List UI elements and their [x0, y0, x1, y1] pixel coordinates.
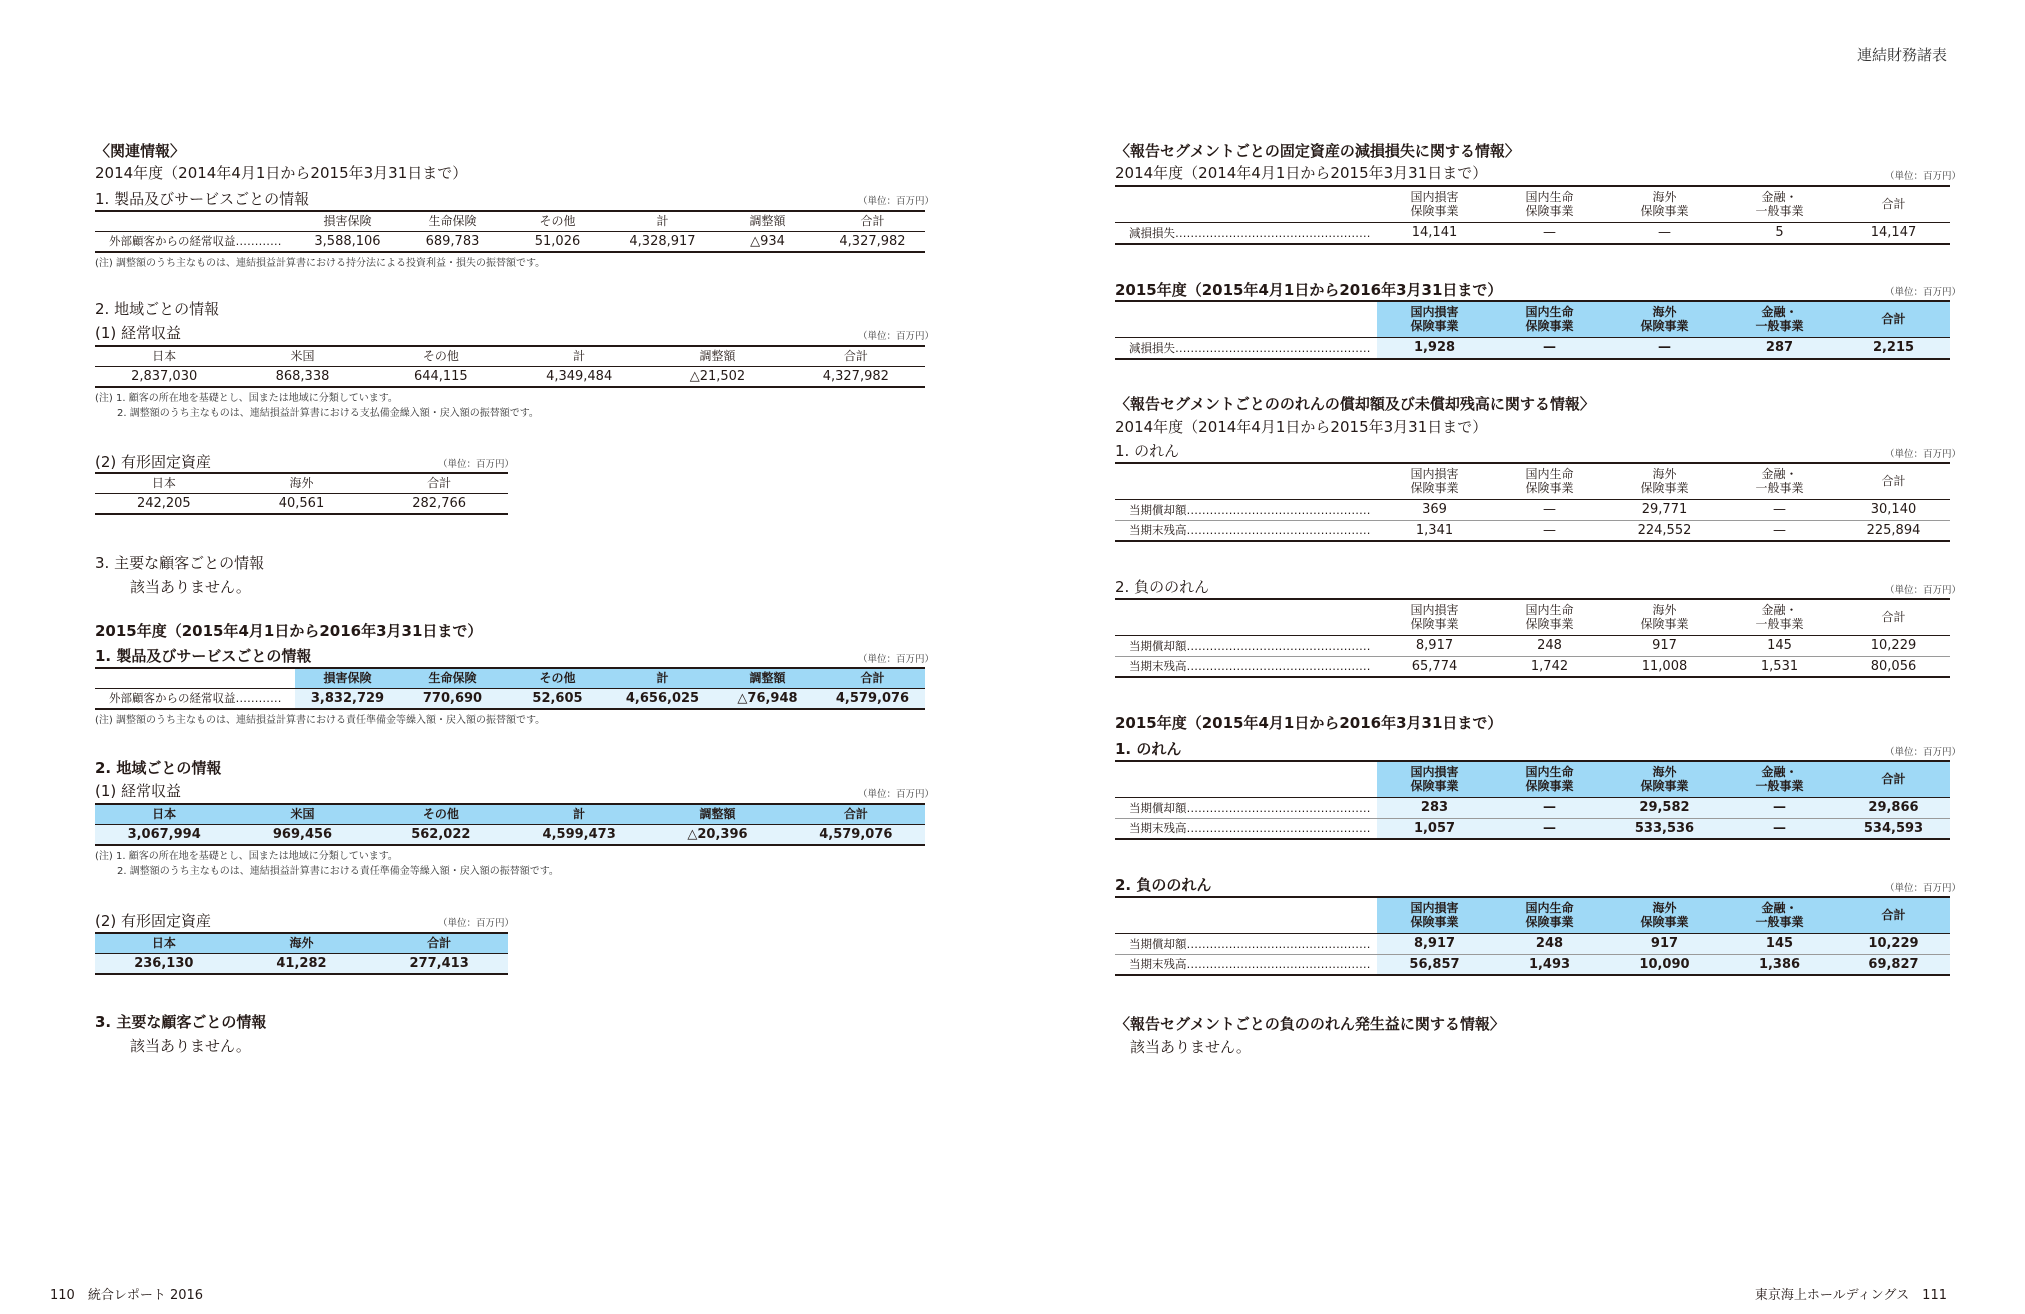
col-header: 日本	[151, 476, 176, 491]
cell: 29,582	[1607, 797, 1722, 818]
page-footer-right: 東京海上ホールディングス 111	[1754, 1288, 1947, 1303]
cell: —	[1722, 818, 1837, 839]
fixed-assets-table-2015	[95, 932, 508, 975]
row-label: 当期償却額	[1129, 502, 1187, 517]
unit-label: （単位：百万円）	[1885, 449, 1962, 460]
goodwill-heading-2015: 1. のれん	[1115, 740, 1182, 758]
goodwill-fy2014: 2014年度（2014年4月1日から2015年3月31日まで）	[1115, 418, 1488, 436]
col-header: 一般事業	[1755, 204, 1804, 219]
col-header: 計	[610, 668, 715, 688]
row-label: 当期償却額	[1129, 936, 1187, 951]
cell: 770,690	[400, 688, 505, 709]
unit-label: （単位：百万円）	[1885, 171, 1962, 182]
cell: 10,229	[1870, 638, 1917, 653]
col-header: 一般事業	[1755, 779, 1804, 794]
col-header: 保険事業	[1410, 481, 1459, 496]
col-header: 国内損害	[1410, 765, 1459, 780]
cell: 3,832,729	[295, 688, 400, 709]
cell: 3,067,994	[95, 824, 233, 845]
products-heading-2014: 1. 製品及びサービスごとの情報	[95, 190, 310, 208]
row-label: 当期末残高	[1129, 523, 1187, 538]
col-header: 保険事業	[1640, 915, 1689, 930]
col-header: 調整額	[749, 214, 786, 229]
cell: 868,338	[275, 368, 330, 384]
cell: 224,552	[1637, 522, 1692, 538]
cell: 14,147	[1870, 225, 1917, 241]
col-header: 調整額	[699, 349, 736, 364]
cell: 10,229	[1837, 933, 1950, 954]
col-header: 合計	[1837, 301, 1950, 337]
cell: 248	[1492, 933, 1607, 954]
page-footer-left: 110 統合レポート 2016	[50, 1288, 204, 1303]
col-header: 金融・	[1761, 603, 1798, 618]
neg-goodwill-table-2014: 国内損害 保険事業 国内生命 保険事業 海外 保険事業 金融・ 一般事業 合計 当期償却額………………………………………… 8,917 248 917 145 10,229 当期末残高………………………………………… 65,774 1,742 11,008 1,531 80,056	[1115, 598, 1950, 678]
cell: —	[1492, 337, 1607, 359]
col-header: 日本	[95, 804, 233, 824]
col-header: 国内損害	[1410, 603, 1459, 618]
col-header: 保険事業	[1410, 779, 1459, 794]
cell: 30,140	[1870, 502, 1917, 517]
cell: 287	[1722, 337, 1837, 359]
cell: 1,493	[1492, 954, 1607, 975]
cell: 225,894	[1866, 522, 1921, 538]
col-header: 国内損害	[1410, 190, 1459, 205]
col-header: 金融・	[1761, 765, 1798, 780]
col-header: 保険事業	[1410, 617, 1459, 632]
col-header: 合計	[1837, 897, 1950, 933]
cell: 533,536	[1607, 818, 1722, 839]
cell: 242,205	[136, 495, 191, 511]
cell: △76,948	[715, 688, 820, 709]
note: 2. 調整額のうち主なものは、連結損益計算書における責任準備金等繰入額・戻入額の振替額です。	[117, 866, 559, 877]
col-header: 保険事業	[1525, 204, 1574, 219]
cell: 689,783	[425, 233, 480, 249]
neg-goodwill-table-2015: 国内損害 保険事業 国内生命 保険事業 海外 保険事業 金融・ 一般事業 合計 当期償却額………………………………………… 8,917 248 917 145 10,229 当期末残高………………………………………… 56,857 1,493 10,090 1,386 69,827	[1115, 896, 1950, 976]
fy2015-heading: 2015年度（2015年4月1日から2016年3月31日まで）	[95, 622, 483, 640]
col-header: 損害保険	[323, 214, 372, 229]
cell: 29,771	[1641, 502, 1688, 517]
col-header: 保険事業	[1525, 481, 1574, 496]
col-header: 国内損害	[1410, 305, 1459, 320]
unit-label: （単位：百万円）	[438, 918, 515, 929]
region-table-2014	[95, 345, 925, 388]
row-label: 当期末残高	[1129, 659, 1187, 674]
cell: 4,328,917	[629, 233, 696, 249]
unit-label: （単位：百万円）	[438, 459, 515, 470]
products-table-2015: 損害保険 生命保険 その他 計 調整額 合計 外部顧客からの経常収益………… 3,832,729 770,690 52,605 4,656,025 △76,948 4,579,076	[95, 667, 925, 710]
col-header: 計	[573, 349, 586, 364]
col-header: 海外	[1652, 603, 1677, 618]
none-text: 該当ありません。	[1130, 1038, 1251, 1056]
col-header: 保険事業	[1410, 319, 1459, 334]
fixed-assets-heading-2014: (2) 有形固定資産	[95, 453, 212, 471]
region-table-2015	[95, 803, 925, 846]
cell: 369	[1422, 502, 1447, 517]
cell: 65,774	[1411, 658, 1458, 674]
col-header: 保険事業	[1525, 779, 1574, 794]
impairment-fy2014: 2014年度（2014年4月1日から2015年3月31日まで）	[1115, 164, 1488, 182]
col-header: 保険事業	[1640, 779, 1689, 794]
cell: 969,456	[233, 824, 371, 845]
region-heading-2015: 2. 地域ごとの情報	[95, 759, 222, 777]
col-header: 一般事業	[1755, 617, 1804, 632]
cell: 40,561	[278, 495, 325, 511]
cell: —	[1543, 225, 1556, 241]
cell: 4,656,025	[610, 688, 715, 709]
fixed-assets-table-2014	[95, 472, 508, 515]
col-header: 金融・	[1761, 467, 1798, 482]
col-header: 米国	[233, 804, 371, 824]
cell: —	[1722, 797, 1837, 818]
cell: 14,141	[1411, 225, 1458, 241]
row-label: 減損損失	[1129, 225, 1175, 240]
col-header: 国内損害	[1410, 901, 1459, 916]
cell: —	[1773, 522, 1786, 538]
col-header: 保険事業	[1525, 915, 1574, 930]
col-header: 海外	[289, 476, 314, 491]
cell: 145	[1722, 933, 1837, 954]
col-header: 米国	[290, 349, 315, 364]
row-label: 減損損失	[1129, 340, 1175, 355]
col-header: 金融・	[1761, 305, 1798, 320]
cell: 1,057	[1377, 818, 1492, 839]
unit-label: （単位：百万円）	[858, 654, 935, 665]
cell: 52,605	[505, 688, 610, 709]
ordinary-income-heading-2014: (1) 経常収益	[95, 324, 182, 342]
note: (注) 1. 顧客の所在地を基礎とし、国または地域に分類しています。	[95, 851, 398, 862]
impairment-title: 〈報告セグメントごとの固定資産の減損損失に関する情報〉	[1115, 142, 1520, 160]
none-text: 該当ありません。	[130, 1037, 251, 1055]
ordinary-income-heading-2015: (1) 経常収益	[95, 782, 182, 800]
unit-label: （単位：百万円）	[1885, 585, 1962, 596]
col-header: その他	[422, 349, 459, 364]
col-header: 合計	[1881, 610, 1906, 625]
none-text: 該当ありません。	[130, 578, 251, 596]
cell: 644,115	[413, 368, 468, 384]
customers-heading-2015: 3. 主要な顧客ごとの情報	[95, 1013, 267, 1031]
cell: 4,579,076	[820, 688, 925, 709]
cell: 3,588,106	[314, 233, 381, 249]
cell: 917	[1607, 933, 1722, 954]
cell: 56,857	[1377, 954, 1492, 975]
impairment-table-2015: 国内損害 保険事業 国内生命 保険事業 海外 保険事業 金融・ 一般事業 合計 減損損失…………………………………………… 1,928 — — 287 2,215	[1115, 300, 1950, 360]
note: (注) 調整額のうち主なものは、連結損益計算書における持分法による投資利益・損失の振替額です。	[95, 258, 546, 269]
unit-label: （単位：百万円）	[858, 789, 935, 800]
cell: 277,413	[370, 953, 508, 974]
col-header: 金融・	[1761, 190, 1798, 205]
cell: 10,090	[1607, 954, 1722, 975]
col-header: 保険事業	[1525, 319, 1574, 334]
fy2014-heading: 2014年度（2014年4月1日から2015年3月31日まで）	[95, 164, 468, 182]
col-header: 海外	[233, 933, 371, 953]
note: (注) 調整額のうち主なものは、連結損益計算書における責任準備金等繰入額・戻入額の振替額です。	[95, 715, 546, 726]
cell: 236,130	[95, 953, 233, 974]
cell: 2,215	[1837, 337, 1950, 359]
col-header: 合計	[787, 804, 925, 824]
cell: 282,766	[412, 495, 467, 511]
cell: 4,579,076	[787, 824, 925, 845]
row-label: 当期償却額	[1129, 638, 1187, 653]
neg-goodwill-heading-2014: 2. 負ののれん	[1115, 578, 1210, 596]
col-header: 合計	[1881, 474, 1906, 489]
unit-label: （単位：百万円）	[1885, 747, 1962, 758]
cell: 1,341	[1415, 522, 1454, 538]
page-header: 連結財務諸表	[1856, 46, 1947, 64]
col-header: 合計	[427, 476, 452, 491]
col-header: 計	[656, 214, 669, 229]
goodwill-table-2015: 国内損害 保険事業 国内生命 保険事業 海外 保険事業 金融・ 一般事業 合計 当期償却額………………………………………… 283 — 29,582 — 29,866 当期末残高………………………………………… 1,057 — 533,536 — 534,593	[1115, 760, 1950, 840]
unit-label: （単位：百万円）	[1885, 883, 1962, 894]
unit-label: （単位：百万円）	[1885, 287, 1962, 298]
cell: 534,593	[1837, 818, 1950, 839]
cell: 4,327,982	[822, 368, 889, 384]
products-table-2014: 損害保険 生命保険 その他 計 調整額 合計 外部顧客からの経常収益………… 3,588,106 689,783 51,026 4,328,917 △934 4,327,982	[95, 210, 925, 253]
col-header: 国内損害	[1410, 467, 1459, 482]
goodwill-table-2014: 国内損害 保険事業 国内生命 保険事業 海外 保険事業 金融・ 一般事業 合計 当期償却額………………………………………… 369 — 29,771 — 30,140 当期末残高………………………………………… 1,341 — 224,552 — 225,894	[1115, 462, 1950, 542]
col-header: 国内生命	[1525, 901, 1574, 916]
goodwill-fy2015: 2015年度（2015年4月1日から2016年3月31日まで）	[1115, 714, 1503, 732]
note: 2. 調整額のうち主なものは、連結損益計算書における支払備金繰入額・戻入額の振替額です。	[117, 408, 539, 419]
cell: 1,386	[1722, 954, 1837, 975]
col-header: 生命保険	[400, 668, 505, 688]
col-header: 合計	[843, 349, 868, 364]
cell: 248	[1537, 638, 1562, 653]
cell: 4,327,982	[839, 233, 906, 249]
cell: 562,022	[372, 824, 510, 845]
cell: 8,917	[1377, 933, 1492, 954]
col-header: 国内生命	[1525, 765, 1574, 780]
col-header: 調整額	[648, 804, 786, 824]
col-header: 保険事業	[1525, 617, 1574, 632]
impairment-fy2015: 2015年度（2015年4月1日から2016年3月31日まで）	[1115, 281, 1503, 299]
col-header: 国内生命	[1525, 190, 1574, 205]
col-header: 生命保険	[428, 214, 477, 229]
fixed-assets-heading-2015: (2) 有形固定資産	[95, 912, 212, 930]
cell: 2,837,030	[131, 368, 198, 384]
col-header: その他	[372, 804, 510, 824]
row-label: 当期末残高	[1129, 957, 1187, 972]
cell: —	[1773, 502, 1786, 517]
row-label: 外部顧客からの経常収益	[109, 234, 236, 249]
col-header: 保険事業	[1640, 481, 1689, 496]
cell: 4,599,473	[510, 824, 648, 845]
cell: 1,531	[1760, 658, 1799, 674]
col-header: 保険事業	[1640, 319, 1689, 334]
col-header: 日本	[95, 933, 233, 953]
col-header: 一般事業	[1755, 319, 1804, 334]
cell: —	[1492, 818, 1607, 839]
cell: —	[1492, 797, 1607, 818]
col-header: 一般事業	[1755, 481, 1804, 496]
goodwill-heading-2014: 1. のれん	[1115, 442, 1180, 460]
col-header: 国内生命	[1525, 305, 1574, 320]
neg-goodwill-heading-2015: 2. 負ののれん	[1115, 876, 1212, 894]
col-header: 日本	[152, 349, 177, 364]
col-header: 海外	[1652, 305, 1677, 320]
col-header: 海外	[1652, 765, 1677, 780]
col-header: 海外	[1652, 190, 1677, 205]
cell: 51,026	[534, 233, 581, 249]
row-label: 当期償却額	[1129, 800, 1187, 815]
goodwill-title: 〈報告セグメントごとののれんの償却額及び未償却残高に関する情報〉	[1115, 395, 1595, 413]
col-header: 金融・	[1761, 901, 1798, 916]
col-header: 保険事業	[1410, 915, 1459, 930]
cell: 1,928	[1377, 337, 1492, 359]
cell: 69,827	[1837, 954, 1950, 975]
col-header: 海外	[1652, 467, 1677, 482]
col-header: 国内生命	[1525, 467, 1574, 482]
cell: 917	[1652, 638, 1677, 653]
col-header: 合計	[820, 668, 925, 688]
col-header: 調整額	[715, 668, 820, 688]
col-header: その他	[539, 214, 576, 229]
cell: △21,502	[689, 368, 746, 384]
cell: 29,866	[1837, 797, 1950, 818]
neg-goodwill-gain-title: 〈報告セグメントごとの負ののれん発生益に関する情報〉	[1115, 1015, 1505, 1033]
customers-heading-2014: 3. 主要な顧客ごとの情報	[95, 554, 265, 572]
related-info-title: 〈関連情報〉	[95, 142, 186, 160]
col-header: 保険事業	[1640, 617, 1689, 632]
unit-label: （単位：百万円）	[858, 196, 935, 207]
col-header: 損害保険	[295, 668, 400, 688]
cell: 145	[1767, 638, 1792, 653]
note: (注) 1. 顧客の所在地を基礎とし、国または地域に分類しています。	[95, 393, 398, 404]
cell: 1,742	[1530, 658, 1569, 674]
cell: —	[1543, 522, 1556, 538]
col-header: 合計	[1881, 197, 1906, 212]
cell: △20,396	[648, 824, 786, 845]
col-header: 保険事業	[1410, 204, 1459, 219]
cell: —	[1658, 225, 1671, 241]
cell: 80,056	[1870, 658, 1917, 674]
col-header: 一般事業	[1755, 915, 1804, 930]
row-label: 当期末残高	[1129, 821, 1187, 836]
col-header: 海外	[1652, 901, 1677, 916]
products-heading-2015: 1. 製品及びサービスごとの情報	[95, 647, 312, 665]
cell: —	[1607, 337, 1722, 359]
col-header: その他	[505, 668, 610, 688]
col-header: 計	[510, 804, 648, 824]
col-header: 合計	[860, 214, 885, 229]
cell: △934	[750, 233, 785, 249]
cell: 11,008	[1641, 658, 1688, 674]
col-header: 国内生命	[1525, 603, 1574, 618]
cell: 41,282	[233, 953, 371, 974]
col-header: 保険事業	[1640, 204, 1689, 219]
col-header: 合計	[370, 933, 508, 953]
cell: 283	[1377, 797, 1492, 818]
region-heading-2014: 2. 地域ごとの情報	[95, 300, 220, 318]
cell: 5	[1775, 225, 1784, 241]
impairment-table-2014: 国内損害 保険事業 国内生命 保険事業 海外 保険事業 金融・ 一般事業 合計 減損損失…………………………………………… 14,141 — — 5 14,147	[1115, 185, 1950, 245]
cell: 4,349,484	[546, 368, 613, 384]
cell: —	[1543, 502, 1556, 517]
row-label: 外部顧客からの経常収益	[109, 691, 236, 706]
unit-label: （単位：百万円）	[858, 331, 935, 342]
col-header: 合計	[1837, 761, 1950, 797]
cell: 8,917	[1415, 638, 1454, 653]
